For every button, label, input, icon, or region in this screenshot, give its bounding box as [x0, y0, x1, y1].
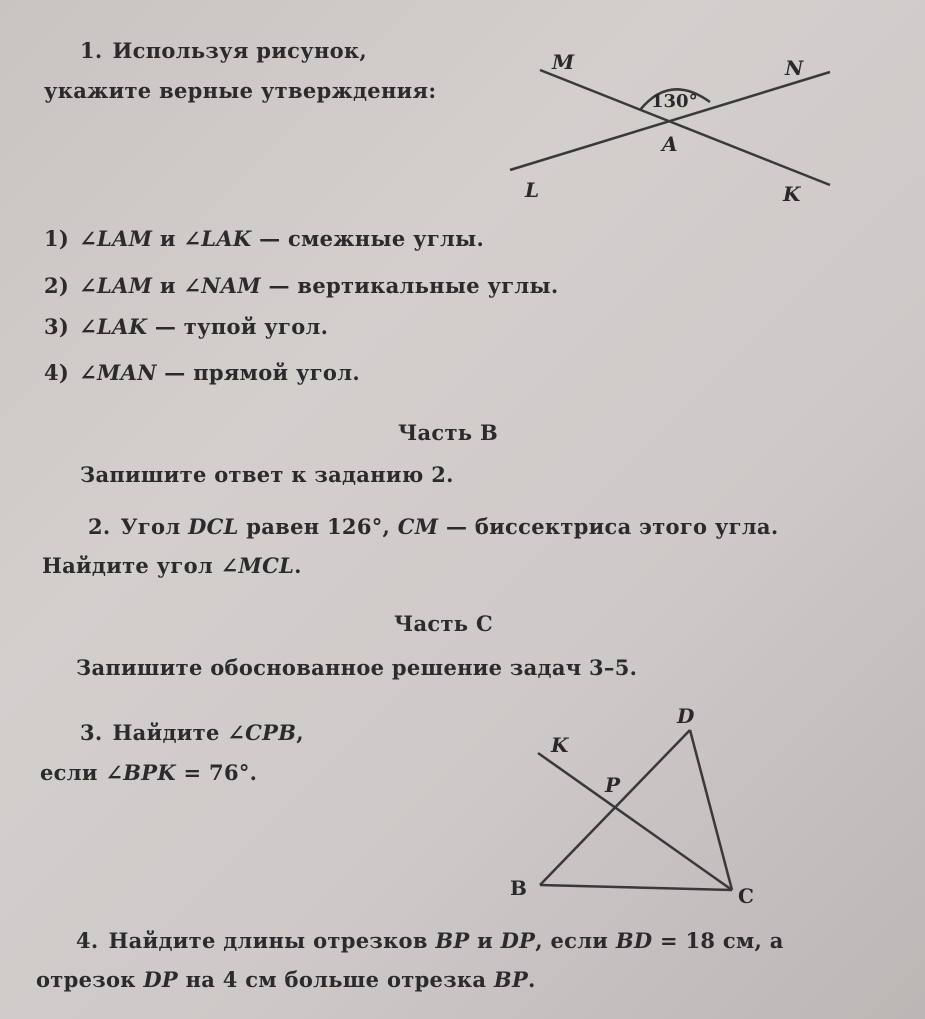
task2-angle-mcl: ∠MCL — [220, 553, 295, 578]
option-1-angle-a: ∠LAM — [79, 226, 153, 251]
option-4-number: 4) — [44, 360, 70, 385]
option-3-rest: — тупой угол. — [147, 314, 329, 339]
part-b-title: Часть B — [398, 420, 498, 445]
label-B: B — [510, 876, 527, 900]
task3-line2a: если — [40, 760, 106, 785]
task3-number: 3. — [80, 720, 103, 745]
task2-line1 — [88, 514, 778, 540]
task4-l2b: на 4 см больше отрезка — [177, 967, 494, 992]
task2-t3: — биссектриса этого угла. — [438, 514, 779, 539]
ray-CK — [538, 753, 732, 890]
label-M: M — [552, 50, 575, 74]
task2-line2a: Найдите угол — [42, 553, 221, 578]
task2-angle-dcl: DCL — [188, 514, 239, 539]
angle-label: 130° — [651, 91, 698, 112]
label-P: P — [605, 773, 621, 797]
task4-l2a: отрезок — [36, 967, 144, 992]
task1-number: 1. — [80, 38, 103, 63]
part-b-instruction: Запишите ответ к заданию 2. — [80, 462, 454, 487]
option-2 — [44, 273, 558, 299]
task3-line1a: Найдите — [112, 720, 228, 745]
task3-line1 — [80, 720, 304, 746]
task3-line2b: = 76°. — [175, 760, 258, 785]
task4-t4: = 18 см, а — [652, 928, 784, 953]
line-MK — [540, 70, 830, 185]
option-1-rest: — смежные углы. — [251, 226, 485, 251]
part-c-title: Часть С — [394, 611, 493, 636]
label-L: L — [525, 178, 540, 202]
label-K2: K — [551, 733, 569, 757]
task2-cm: CM — [397, 514, 439, 539]
label-K: K — [783, 182, 801, 206]
option-4 — [44, 360, 360, 386]
option-1 — [44, 226, 484, 252]
task4-line1 — [76, 928, 784, 954]
task2-t2: равен 126°, — [238, 514, 398, 539]
label-N: N — [785, 56, 804, 80]
label-C: C — [738, 884, 754, 908]
label-D: D — [677, 704, 695, 728]
option-3 — [44, 314, 328, 340]
option-1-number: 1) — [44, 226, 70, 251]
task4-t2: и — [469, 928, 501, 953]
task4-line2 — [36, 967, 536, 993]
task3-line2 — [40, 760, 257, 786]
task2-t1: Угол — [120, 514, 189, 539]
task3-line1b: , — [296, 720, 304, 745]
option-3-number: 3) — [44, 314, 70, 339]
task4-l2c: . — [528, 967, 536, 992]
option-4-rest: — прямой угол. — [156, 360, 360, 385]
task2-line2 — [42, 553, 302, 579]
task1-line1 — [80, 38, 367, 64]
task1-text-line1: Используя рисунок, — [112, 38, 368, 63]
task4-t3: , если — [535, 928, 616, 953]
task1-line2: укажите верные утверждения: — [44, 78, 437, 103]
task4-t1: Найдите длины отрезков — [108, 928, 436, 953]
part-c-instruction: Запишите обоснованное решение задач 3–5. — [76, 655, 638, 680]
option-1-angle-b: ∠LAK — [183, 226, 252, 251]
option-4-angle-a: ∠MAN — [79, 360, 157, 385]
option-2-angle-b: ∠NAM — [183, 273, 261, 298]
task4-bp: BP — [435, 928, 470, 953]
task2-line2b: . — [294, 553, 302, 578]
task4-bd: BD — [615, 928, 653, 953]
option-2-rest: — вертикальные углы. — [260, 273, 559, 298]
option-2-conj: и — [152, 273, 184, 298]
task4-dp2: DP — [143, 967, 178, 992]
option-3-angle-a: ∠LAK — [79, 314, 148, 339]
task4-number: 4. — [76, 928, 99, 953]
task3-angle-bpk: ∠BPK — [105, 760, 176, 785]
option-2-angle-a: ∠LAM — [79, 273, 153, 298]
option-2-number: 2) — [44, 273, 70, 298]
label-A: A — [662, 132, 678, 156]
option-1-conj: и — [152, 226, 184, 251]
task3-angle-cpb: ∠CPB — [227, 720, 297, 745]
task4-bp2: BP — [493, 967, 529, 992]
task4-dp: DP — [500, 928, 536, 953]
task2-number: 2. — [88, 514, 111, 539]
segment-BC — [540, 885, 732, 890]
